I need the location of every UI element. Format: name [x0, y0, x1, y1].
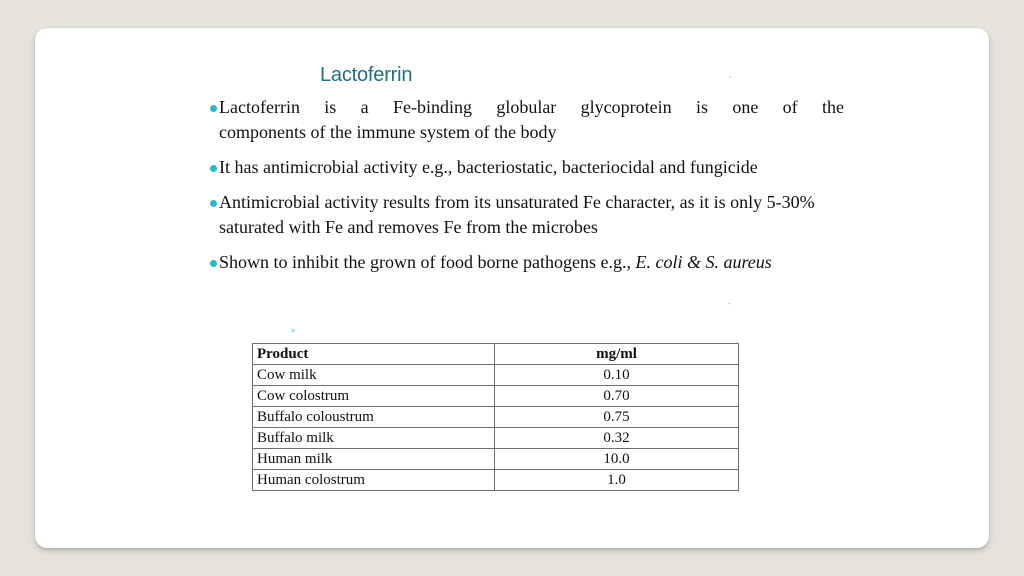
bullet-item: [212, 95, 844, 145]
column-header-mg-ml: mg/ml: [495, 344, 739, 365]
table-cell-product: Human milk: [253, 449, 495, 470]
table-row: [253, 407, 739, 428]
stray-mark: -: [728, 301, 731, 308]
table-cell-value: 0.75: [495, 407, 739, 428]
table-cell-value: 1.0: [495, 470, 739, 491]
table-cell-value: 10.0: [495, 449, 739, 470]
bullet-text: Shown to inhibit the grown of food borne pathogens e.g.,: [219, 252, 636, 272]
stray-mark: >: [291, 328, 296, 335]
table-cell-product: Cow milk: [253, 365, 495, 386]
slide-title: Lactoferrin: [320, 64, 413, 86]
bullet-dot-icon: [210, 200, 217, 207]
table-row: [253, 449, 739, 470]
bullet-text: It has antimicrobial activity e.g., bacteriostatic, bacteriocidal and fungicide: [219, 157, 758, 177]
table-row: [253, 365, 739, 386]
table-cell-value: 0.32: [495, 428, 739, 449]
lactoferrin-table: [252, 343, 739, 491]
bullet-item: [212, 155, 809, 180]
table-cell-product: Cow colostrum: [253, 386, 495, 407]
table-cell-product: Human colostrum: [253, 470, 495, 491]
stray-mark: -: [729, 74, 732, 81]
table-row: [253, 386, 739, 407]
bullet-item: [212, 250, 839, 275]
table-row: [253, 470, 739, 491]
bullet-text: Antimicrobial activity results from its unsaturated Fe character, as it is only 5-30% saturated with Fe and removes Fe from the microbes: [219, 192, 815, 237]
bullet-text: Lactoferrin is a Fe-binding globular glycoprotein is one of the: [219, 97, 844, 117]
bullet-list: [212, 95, 844, 285]
table-cell-product: Buffalo coloustrum: [253, 407, 495, 428]
table-cell-value: 0.70: [495, 386, 739, 407]
bullet-text: components of the immune system of the body: [219, 122, 557, 142]
bullet-text-italic: E. coli & S. aureus: [635, 252, 772, 272]
bullet-dot-icon: [210, 105, 217, 112]
bullet-dot-icon: [210, 165, 217, 172]
column-header-product: Product: [253, 344, 495, 365]
bullet-item: [212, 190, 839, 240]
bullet-dot-icon: [210, 260, 217, 267]
table-row: [253, 428, 739, 449]
table-cell-value: 0.10: [495, 365, 739, 386]
table-header-row: [253, 344, 739, 365]
table-cell-product: Buffalo milk: [253, 428, 495, 449]
